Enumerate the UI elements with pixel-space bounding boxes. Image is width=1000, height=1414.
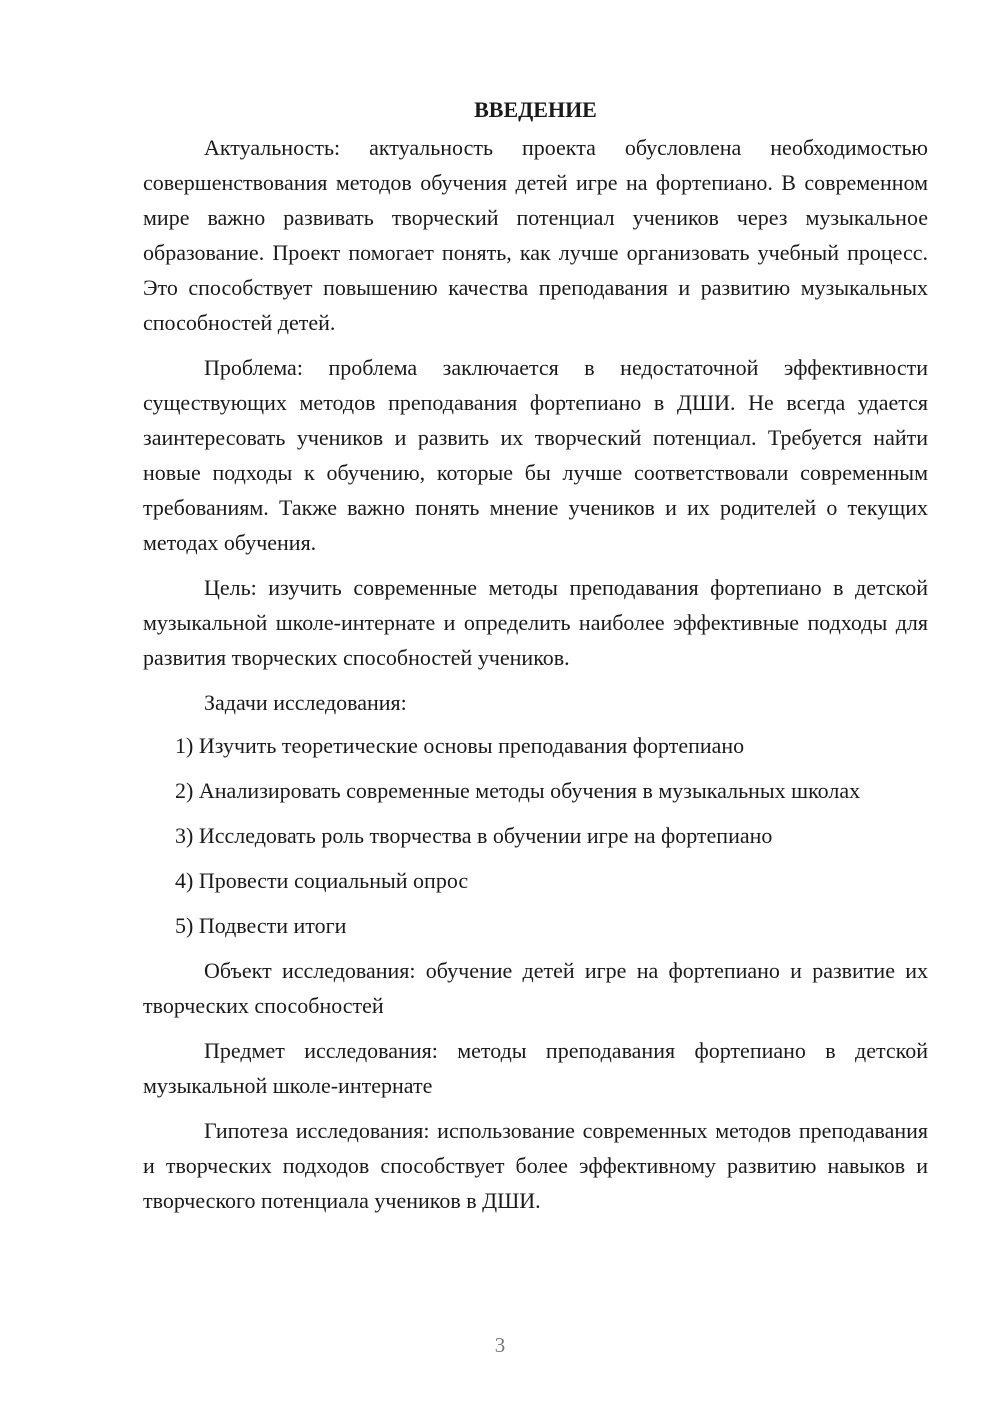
task-item-1: 1) Изучить теоретические основы преподавания фортепиано	[175, 733, 745, 758]
paragraph-goal: Цель: изучить современные методы преподавания фортепиано в детской музыкальной школе-интернате и определить наиболее эффективные подходы для развития творческих способностей учеников.	[143, 575, 928, 670]
document-page	[143, 92, 928, 1228]
paragraph-relevance: Актуальность: актуальность проекта обусловлена необходимостью совершенствования методов обучения детей игре на фортепиано. В современном мире важно развивать творческий потенциал учеников через музыкальное образование. Проект помогает понять, как лучше организовать учебный процесс. Это способствует повышению качества преподавания и развитию музыкальных способностей детей.	[143, 135, 928, 335]
paragraph-subject: Предмет исследования: методы преподавания фортепиано в детской музыкальной школе-интернате	[143, 1038, 928, 1098]
task-item-3: 3) Исследовать роль творчества в обучении игре на фортепиано	[175, 823, 773, 848]
page-number: 3	[494, 1333, 506, 1357]
paragraph-hypothesis: Гипотеза исследования: использование современных методов преподавания и творческих подходов способствует более эффективному развитию навыков и творческого потенциала учеников в ДШИ.	[143, 1118, 928, 1213]
paragraph-tasks-heading: Задачи исследования:	[204, 690, 407, 715]
task-item-4: 4) Провести социальный опрос	[175, 868, 469, 893]
task-item-2: 2) Анализировать современные методы обучения в музыкальных школах	[175, 778, 861, 803]
paragraph-object: Объект исследования: обучение детей игре на фортепиано и развитие их творческих способностей	[143, 958, 928, 1018]
paragraph-problem: Проблема: проблема заключается в недостаточной эффективности существующих методов преподавания фортепиано в ДШИ. Не всегда удается заинтересовать учеников и развить их творческий потенциал. Требуется найти новые подходы к обучению, которые бы лучше соответствовали современным требованиям. Также важно понять мнение учеников и их родителей о текущих методах обучения.	[143, 355, 928, 555]
task-item-5: 5) Подвести итоги	[175, 913, 347, 938]
page-title: ВВЕДЕНИЕ	[474, 97, 597, 122]
